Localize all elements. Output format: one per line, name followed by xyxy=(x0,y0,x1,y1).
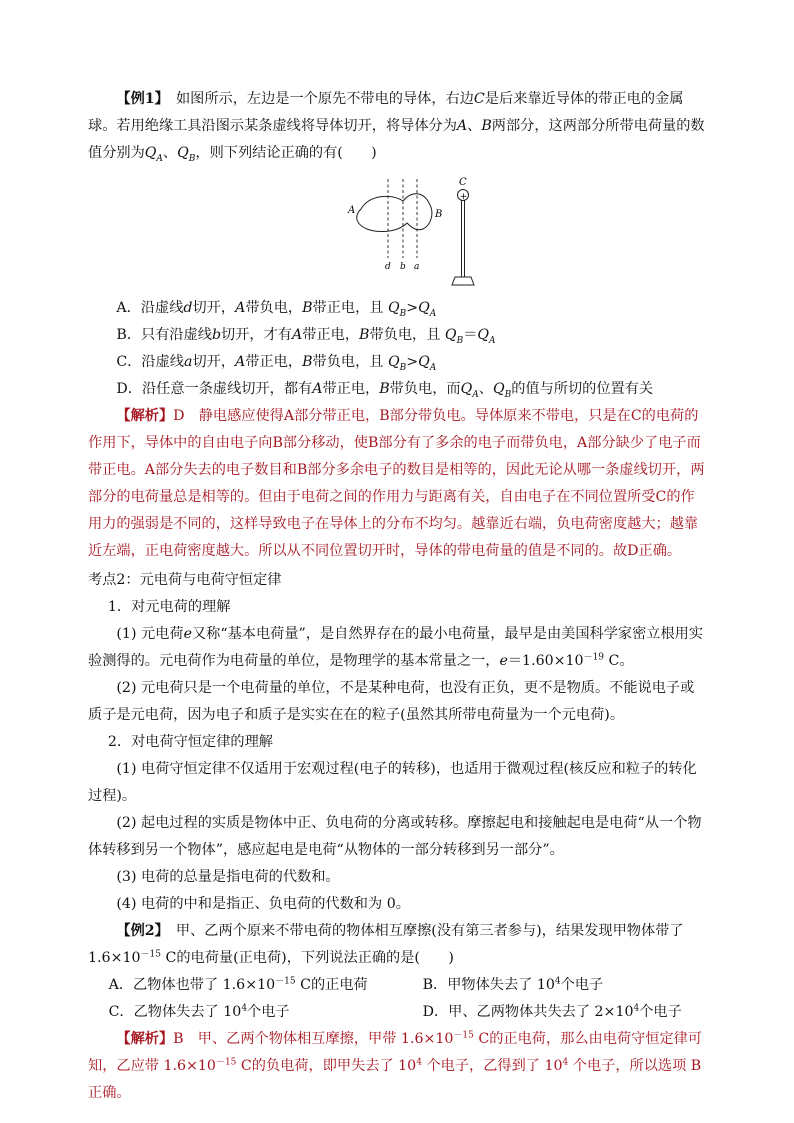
analysis-answer: D xyxy=(173,408,185,424)
paragraph-q3: (3) 电荷的总量是指电荷的代数和。 xyxy=(116,869,340,885)
paragraph-2: (2) 元电荷只是一个电荷量的单位，不是某种电荷，也没有正负，更不是物质。不能说电子或质子是元电荷，因为电子和质子是实实在在的粒子(虽然其所带电荷量为一个元电荷)。 xyxy=(88,680,695,723)
example-2-option-c: C．乙物体失去了 $10^4$个电子 xyxy=(108,1003,290,1020)
example-1-tag: 【例1】 xyxy=(116,91,162,107)
label-B: B xyxy=(435,209,443,220)
analysis-tag: 【解析】 xyxy=(116,408,174,424)
example-2-tag: 【例2】 xyxy=(116,923,162,939)
example-1-option-b: B．只有沿虚线b切开，才有A带正电，B带负电，且 $Q_B=Q_A$ xyxy=(116,327,496,346)
key-point-2-title: 考点2：元电荷与电荷守恒定律 xyxy=(88,572,282,588)
paragraph-q1: (1) 电荷守恒定律不仅适用于宏观过程(电子的转移)，也适用于微观过程(核反应和粒子的转化过程)。 xyxy=(88,761,697,804)
label-d: d xyxy=(385,262,391,272)
stand-base xyxy=(452,277,474,285)
conductor-figure xyxy=(88,173,708,291)
conductor-shape xyxy=(357,194,432,232)
example-1-stem: 【例1】 如图所示，左边是一个原先不带电的导体，右边C是后来靠近导体的带正电的金属球。若用绝缘工具沿图示某条虚线将导体切开，将导体分为A、B两部分，这两部分所带电荷量的数值分别为$Q_A$、$Q_B$，则下列结论正确的有( ) xyxy=(88,91,705,164)
example-1-option-a: A．沿虚线d切开，A带负电，B带正电，且 $Q_B>Q_A$ xyxy=(116,300,437,319)
subheading-2: 2．对电荷守恒定律的理解 xyxy=(107,734,273,750)
plus-sign: + xyxy=(459,191,468,202)
example-2-option-a: A．乙物体也带了 $1.6\times 10^{-15}$ C的正电荷 xyxy=(108,976,368,993)
example-2-option-b: B．甲物体失去了 $10^4$个电子 xyxy=(422,976,604,993)
analysis-text: 静电感应使得A部分带正电，B部分带负电。导体原来不带电，只是在C的电荷的作用下，导体中的自由电子向B部分移动，使B部分有了多余的电子而带负电，A部分缺少了电子而带正电。A部分失去的电子数目和B部分多余电子的数目是相等的，因此无论从哪一条虚线切开，两部分的电荷量总是相等的。但由于电荷之间的作用力与距离有关，自由电子在不同位置所受C的作用力的强弱是不同的，这样导致电子在导体上的分布不均匀。越靠近右端，负电荷密度越大；越靠近左端，正电荷密度越大。所以从不同位置切开时，导体的带电荷量的值是不同的。故D正确。 xyxy=(88,408,705,559)
example-2-option-d: D．甲、乙两物体共失去了 $2\times 10^4$个电子 xyxy=(422,1003,682,1020)
example-2-analysis: 【解析】B 甲、乙两个物体相互摩擦，甲带 $1.6\times 10^{-15}$ C的正电荷，那么由电荷守恒定律可知，乙应带 $1.6\times 10^{-15}$ C的负电荷，即甲失去了 $10^4$ 个电子，乙得到了 $10^4$ 个电子，所以选项 B 正确。 xyxy=(88,1030,703,1101)
example-2-stem: 【例2】 甲、乙两个原来不带电荷的物体相互摩擦(没有第三者参与)，结果发现甲物体带了 $1.6\times 10^{-15}$ C的电荷量(正电荷)，下列说法正确的是( ) xyxy=(88,923,684,966)
paragraph-q4: (4) 电荷的中和是指正、负电荷的代数和为 0。 xyxy=(116,896,410,912)
example-2-options-row-2 xyxy=(88,999,708,1026)
subheading-1: 1．对元电荷的理解 xyxy=(107,599,231,615)
paragraph-1: (1) 元电荷e又称“基本电荷量”，是自然界存在的最小电荷量，最早是由美国科学家密立根用实验测得的。元电荷作为电荷量的单位，是物理学的基本常量之一，$e=1.60\times 10^{-19}$ C。 xyxy=(88,626,704,669)
example-1-analysis xyxy=(88,403,708,565)
label-A: A xyxy=(348,205,356,216)
document-page xyxy=(88,86,708,1107)
paragraph-q2: (2) 起电过程的实质是物体中正、负电荷的分离或转移。摩擦起电和接触起电是电荷“从一个物体转移到另一个物体”，感应起电是电荷“从物体的一部分转移到另一部分”。 xyxy=(88,815,702,858)
label-C: C xyxy=(459,177,467,188)
example-1-option-d: D．沿任意一条虚线切开，都有A带正电，B带负电，而$Q_A$、$Q_B$的值与所切的位置有关 xyxy=(116,381,654,400)
example-1-option-c: C．沿虚线a切开，A带正电，B带负电，且 $Q_B>Q_A$ xyxy=(116,354,437,373)
conductor-diagram xyxy=(331,173,481,291)
label-a: a xyxy=(414,262,420,272)
example-2-options-row-1 xyxy=(88,972,708,999)
label-b: b xyxy=(400,262,406,272)
